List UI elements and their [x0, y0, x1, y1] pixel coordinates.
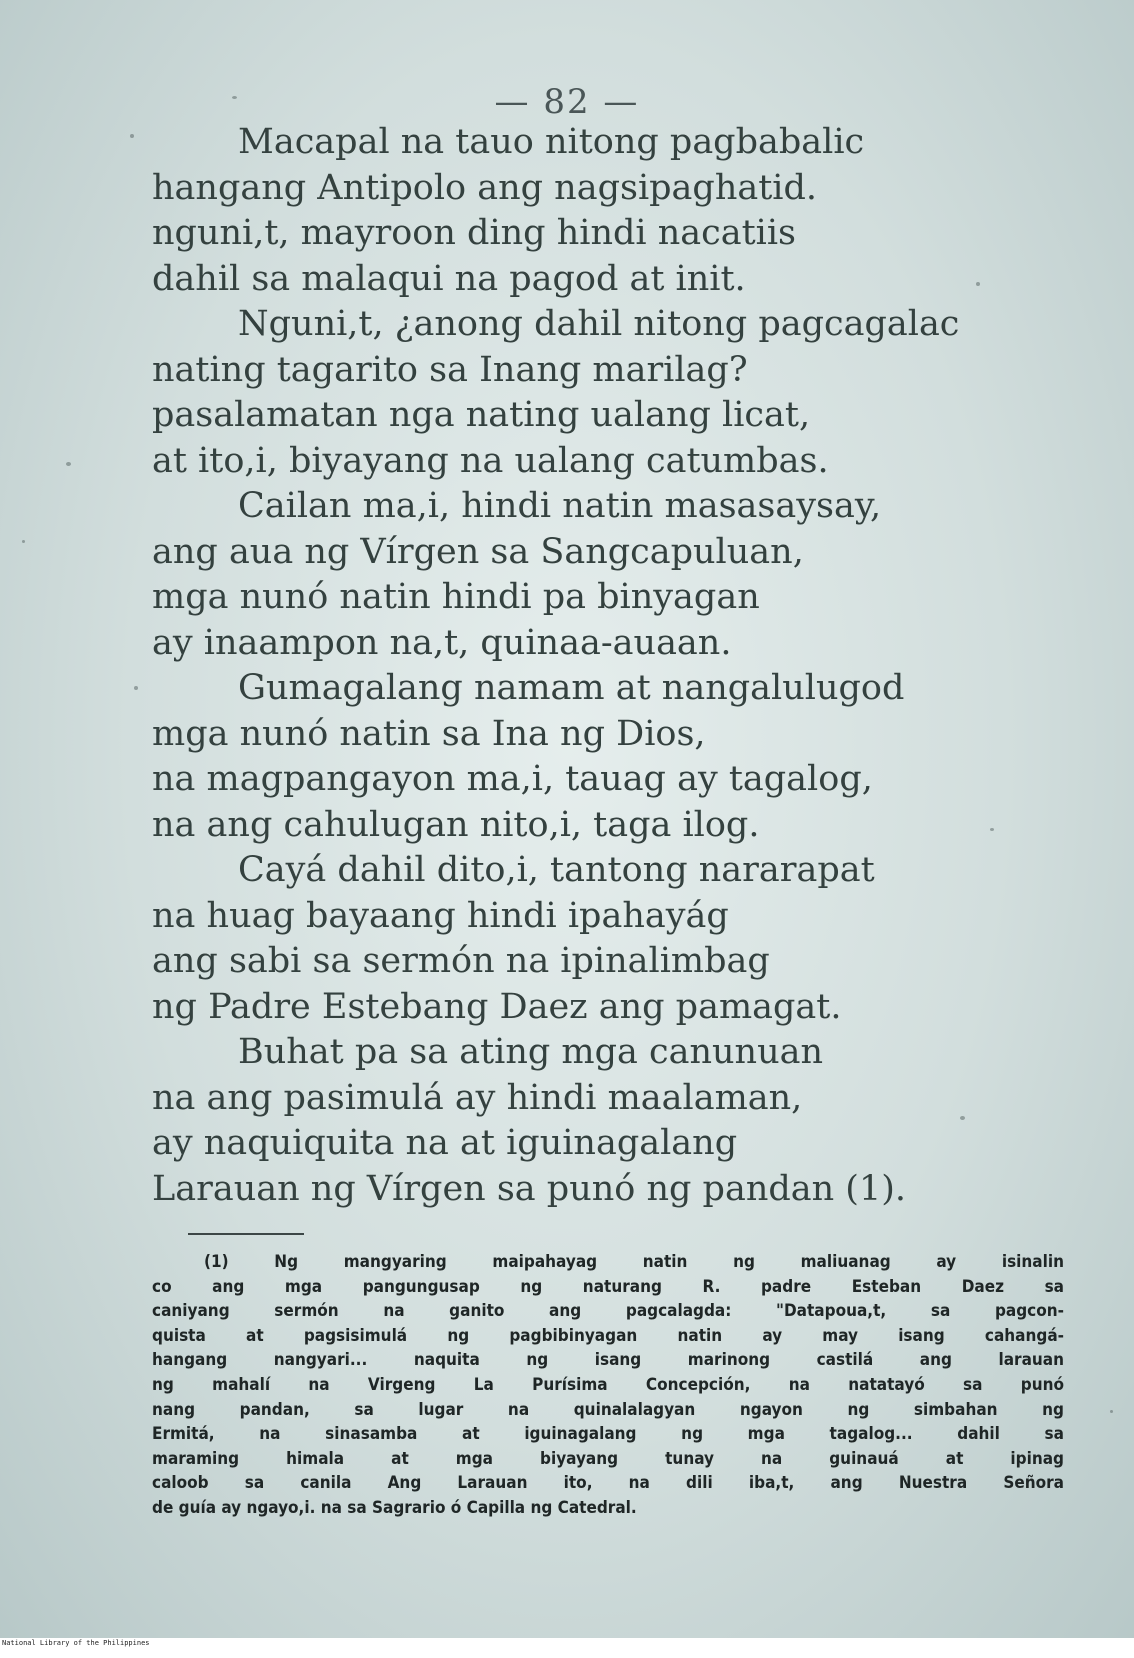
verse-line: ay naquiquita na at iguinagalang — [152, 1123, 738, 1163]
footnote-line: quista at pagsisimulá ng pagbibinyagan natin ay may isang cahangá- — [152, 1325, 1064, 1346]
verse — [152, 1030, 1032, 1212]
verse-line: mga nunó natin sa Ina ng Dios, — [152, 713, 706, 754]
library-credit: National Library of the Philippines — [0, 1638, 1134, 1648]
verse-line: hangang Antipolo ang nagsipaghatid. — [152, 167, 818, 208]
verse — [152, 484, 1032, 666]
paper-speck — [232, 96, 237, 99]
verse-line: Larauan ng Vírgen sa punó ng pandan (1). — [152, 1168, 907, 1209]
footnote-line: de guía ay ngayo,i. na sa Sagrario ó Capilla ng Catedral. — [152, 1497, 637, 1518]
footnote-line: caniyang sermón na ganito ang pagcalagda: "Datapoua,t, sa pagcon- — [152, 1301, 1064, 1322]
verse-line: na ang pasimulá ay hindi maalaman, — [152, 1077, 803, 1118]
footnote-line: ng mahalí na Virgeng La Purísima Concepción, na natatayó sa punó — [152, 1374, 1064, 1395]
footnote-line: (1) Ng mangyaring maipahayag natin ng maliuanag ay isinalin — [204, 1252, 1064, 1272]
verse-line: Cailan ma,i, hindi natin masasaysay, — [238, 486, 882, 526]
footnote-rule — [188, 1233, 304, 1235]
footnote-line: Ermitá, na sinasamba at iguinagalang ng mga tagalog... dahil sa — [152, 1424, 1064, 1445]
paper-speck — [976, 282, 980, 286]
footnote — [152, 1250, 1064, 1521]
verse-line: na ang cahulugan nito,i, taga ilog. — [152, 804, 760, 845]
verse-line: Nguni,t, ¿anong dahil nitong pagcagalac — [238, 304, 960, 344]
paper-speck — [960, 1116, 965, 1120]
verse — [152, 848, 1032, 1030]
verse-line: nating tagarito sa Inang marilag? — [152, 349, 748, 390]
verse-line: nguni,t, mayroon ding hindi nacatiis — [152, 213, 796, 253]
verse-line: ang aua ng Vírgen sa Sangcapuluan, — [152, 531, 804, 572]
footnote-line: co ang mga pangungusap ng naturang R. padre Esteban Daez sa — [152, 1276, 1064, 1297]
verse-line: dahil sa malaqui na pagod at init. — [152, 258, 746, 299]
verse-line: Cayá dahil dito,i, tantong nararapat — [238, 850, 875, 890]
footnote-line: caloob sa canila Ang Larauan ito, na dili iba,t, ang Nuestra Señora — [152, 1473, 1064, 1494]
paper-speck — [130, 134, 134, 138]
paper-speck — [22, 540, 25, 543]
verse — [152, 120, 1032, 302]
verse-line: Gumagalang namam at nangalulugod — [238, 668, 905, 708]
verse-line: ay inaampon na,t, quinaa-auaan. — [152, 622, 732, 663]
paper-speck — [1110, 1410, 1113, 1413]
verse-line: Macapal na tauo nitong pagbabalic — [238, 122, 865, 162]
verse-line: mga nunó natin hindi pa binyagan — [152, 577, 760, 617]
footnote-line: nang pandan, sa lugar na quinalalagyan ngayon ng simbahan ng — [152, 1399, 1064, 1420]
verse-line: ng Padre Estebang Daez ang pamagat. — [152, 986, 842, 1027]
poem-body — [152, 120, 1032, 1212]
verse-line: na huag bayaang hindi ipahayág — [152, 895, 729, 936]
paper-speck — [66, 462, 71, 466]
verse-line: Buhat pa sa ating mga canunuan — [238, 1032, 824, 1072]
footnote-line: maraming himala at mga biyayang tunay na guinauá at ipinag — [152, 1448, 1064, 1469]
verse-line: ang sabi sa sermón na ipinalimbag — [152, 941, 770, 981]
verse — [152, 302, 1032, 484]
verse-line: pasalamatan nga nating ualang licat, — [152, 395, 811, 435]
paper-speck — [134, 686, 138, 690]
verse-line: na magpangayon ma,i, tauag ay tagalog, — [152, 759, 873, 799]
footnote-line: hangang nangyari... naquita ng isang marinong castilá ang larauan — [152, 1350, 1064, 1371]
verse — [152, 666, 1032, 848]
verse-line: at ito,i, biyayang na ualang catumbas. — [152, 440, 829, 481]
page-number: — 82 — — [494, 82, 640, 122]
paper-speck — [990, 828, 994, 831]
